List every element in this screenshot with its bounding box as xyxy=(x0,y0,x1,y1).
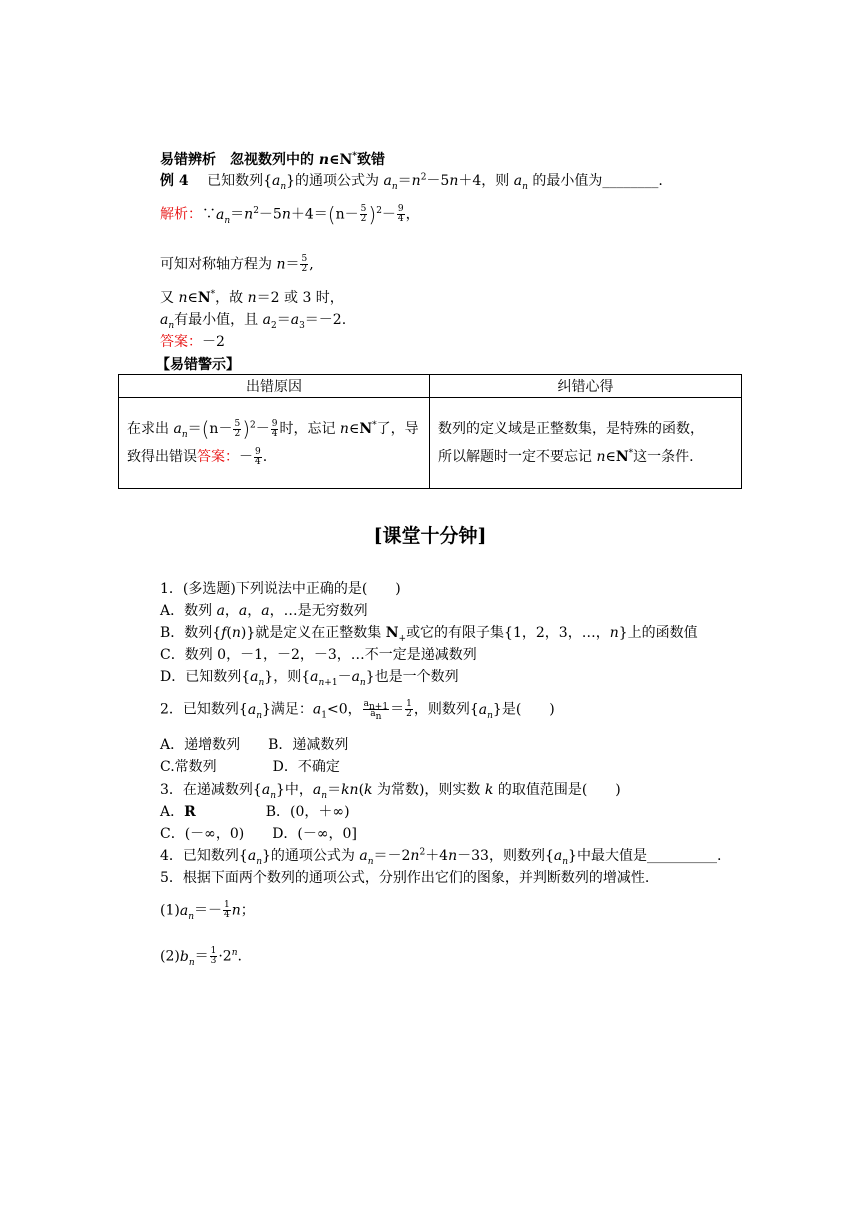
practice-title: [课堂十分钟] xyxy=(373,525,487,547)
question-3-ab: A．R B．(0，＋∞) xyxy=(160,804,350,820)
cause-answer-label: 答案： xyxy=(197,449,239,465)
question-2-ab: A．递增数列 B．递减数列 xyxy=(160,737,349,753)
question-3: 3．在递减数列$\{a_n\}$中，$a_n=kn(k$ 为常数)，则实数 k 的取值范围是( ) xyxy=(160,782,621,801)
question-5-1: $(1)a_n=-$ $\frac{1}{4}$ n； xyxy=(160,900,255,922)
question-5: 5．根据下面两个数列的通项公式，分别作出它们的图象，并判断数列的增减性. xyxy=(160,870,650,886)
question-2: 2．已知数列$\{a_n\}$满足：$a_1<0$， $\frac{a_{n+1}}{a_n}$ ＝ $\frac{1}{2}$ ，则数列$\{a_n\}$是( ) xyxy=(160,699,555,722)
warning-label: 【易错警示】 xyxy=(156,357,240,373)
example-4: 例 4 已知数列$\{a_n\}$的通项公式为 $a_n=n^2-5n+4$，则 $a_n$ 的最小值为________. xyxy=(160,172,663,192)
analysis-line-2: 可知对称轴方程为 n＝ $\frac{5}{2}$ , xyxy=(160,254,314,274)
question-1-d: D．已知数列$\{a_n\}$，则$\{a_{n+1}-a_n\}$也是一个数列 xyxy=(160,669,459,688)
analysis-line-4: $a_n$有最小值，且 $a_2=a_3=-2$. xyxy=(160,312,347,331)
question-4: 4．已知数列$\{a_n\}$的通项公式为 $a_n=-2n^2+4n-33$，则数列$\{a_n\}$中最大值是__________. xyxy=(160,847,722,867)
table-header-cause: 出错原因 xyxy=(119,375,430,398)
question-1: 1．(多选题)下列说法中正确的是( ) xyxy=(160,581,401,597)
answer-line xyxy=(160,333,225,351)
analysis-line-1: 解析：$\because a_n=n^2-5n+4=(n-$ $\frac{5}{2}$ )$^2$－ $\frac{9}{4}$ ， xyxy=(160,202,420,227)
section-title: 易错辨析 忽视数列中的 n∈N*致错 xyxy=(160,151,385,168)
error-table xyxy=(118,374,742,489)
example-label: 例 4 xyxy=(160,173,189,189)
question-2-cd: C.常数列 D．不确定 xyxy=(160,759,340,775)
table-header-lesson: 纠错心得 xyxy=(430,375,742,398)
question-1-b: B．数列{f(n)}就是定义在正整数集 $N_+$或它的有限子集{1，2，3，…，n}上的函数值 xyxy=(160,625,698,644)
cause-text-a: 在求出 xyxy=(127,421,169,437)
table-row xyxy=(119,398,742,489)
cause-cell: 在求出 $a_n=(n-$ $\frac{5}{2}$ )$^2$－ $\frac{9}{4}$ 时，忘记 n∈N*了，导 致得出错误答案：－ $\frac{9}{4}$ . xyxy=(119,398,430,489)
lesson-cell: 数列的定义域是正整数集，是特殊的函数， 所以解题时一定不要忘记 n∈N*这一条件. xyxy=(430,398,742,489)
answer-value: －2 xyxy=(202,334,225,350)
question-5-2: $(2)b_n=$ $\frac{1}{3}$ $\cdot 2^n$. xyxy=(160,946,242,968)
answer-label: 答案： xyxy=(160,334,202,350)
analysis-line-3: 又 n∈N*，故 n＝2 或 3 时， xyxy=(160,289,344,306)
question-1-c: C．数列 0，－1，－2，－3，…不一定是递减数列 xyxy=(160,647,477,663)
question-1-a: A．数列 a，a，a，…是无穷数列 xyxy=(160,603,368,619)
analysis-label: 解析： xyxy=(160,206,202,223)
question-3-cd: C．(－∞，0) D．(－∞，0] xyxy=(160,826,357,842)
table-header-row xyxy=(119,375,742,398)
